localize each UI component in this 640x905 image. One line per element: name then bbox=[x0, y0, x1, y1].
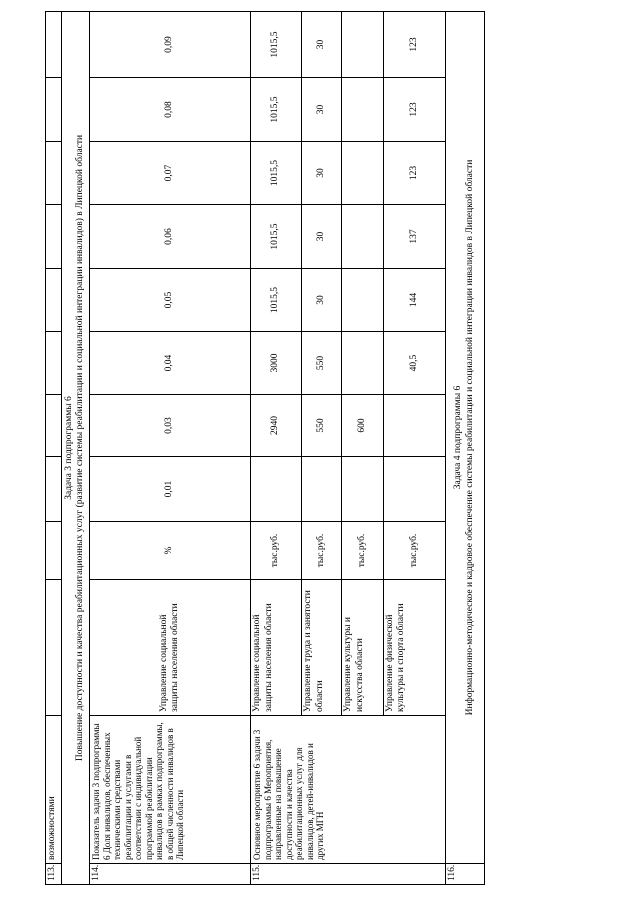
value-cell: 123 bbox=[383, 12, 445, 78]
section-header-task3 bbox=[61, 12, 89, 885]
value-cell: 1015,5 bbox=[251, 205, 302, 269]
value-cell: 30 bbox=[302, 205, 342, 269]
value-cell: 1015,5 bbox=[251, 269, 302, 332]
value-cell: 30 bbox=[302, 12, 342, 78]
value-cell: 0,08 bbox=[90, 78, 251, 142]
value-cell: 144 bbox=[383, 269, 445, 332]
value-cell bbox=[342, 78, 383, 142]
executor: Управление культуры и искусства области bbox=[342, 580, 383, 716]
value-cell: 40,5 bbox=[383, 332, 445, 395]
value-cell: 0,06 bbox=[90, 205, 251, 269]
value-cell: 0,05 bbox=[90, 269, 251, 332]
value-cell: 123 bbox=[383, 78, 445, 142]
value-cell: 30 bbox=[302, 142, 342, 205]
executor: Управление физической культуры и спорта области bbox=[383, 580, 445, 716]
unit: тыс.руб. bbox=[383, 522, 445, 580]
row-number: 115. bbox=[251, 864, 446, 885]
value-cell: 600 bbox=[342, 395, 383, 457]
value-cell bbox=[302, 457, 342, 522]
value-cell: 0,07 bbox=[90, 142, 251, 205]
executor: Управление социальной защиты населения области bbox=[251, 580, 302, 716]
value-cell: 0,04 bbox=[90, 332, 251, 395]
value-cell bbox=[342, 12, 383, 78]
table-row-114 bbox=[90, 12, 251, 885]
value-cell: 1015,5 bbox=[251, 78, 302, 142]
value-cell: 550 bbox=[302, 395, 342, 457]
value-cell: 0,03 bbox=[90, 395, 251, 457]
section-title: Задача 3 подпрограммы 6 Повышение доступности и качества реабилитационных услуг (развитие системы реабилитации и социальной интеграции инвалидов) в Липецкой области bbox=[61, 12, 89, 885]
value-cell: 1015,5 bbox=[251, 12, 302, 78]
section-title: Задача 4 подпрограммы 6 Информационно-методическое и кадровое обеспечение системы реабилитации и социальной интеграции инвалидов в Липецкой области bbox=[445, 12, 484, 864]
value-cell: 3000 bbox=[251, 332, 302, 395]
value-cell: 30 bbox=[302, 78, 342, 142]
executor: Управление социальной защиты населения области bbox=[90, 580, 251, 716]
unit: тыс.руб. bbox=[302, 522, 342, 580]
rotated-table-sheet bbox=[45, 12, 485, 885]
table-row-115 bbox=[251, 12, 302, 885]
table-row-113 bbox=[46, 12, 62, 885]
row-number: 113. bbox=[46, 864, 62, 885]
unit: тыс.руб. bbox=[251, 522, 302, 580]
value-cell bbox=[383, 457, 445, 522]
executor: Управление труда и занятости области bbox=[302, 580, 342, 716]
value-cell: 2940 bbox=[251, 395, 302, 457]
program-table bbox=[45, 11, 485, 885]
value-cell bbox=[342, 205, 383, 269]
value-cell bbox=[383, 395, 445, 457]
row-number: 114. bbox=[90, 864, 251, 885]
value-cell: 1015,5 bbox=[251, 142, 302, 205]
measure-name: Основное мероприятие 6 задачи 3 подпрограммы 6 Мероприятия, направленные на повышение доступности и качества реабилитационных услуг для инвалидов, детей-инвалидов и других МГН bbox=[251, 716, 446, 864]
value-cell: 123 bbox=[383, 142, 445, 205]
value-cell: 550 bbox=[302, 332, 342, 395]
value-cell: 30 bbox=[302, 269, 342, 332]
value-cell: 0,09 bbox=[90, 12, 251, 78]
value-cell: 137 bbox=[383, 205, 445, 269]
value-cell bbox=[342, 332, 383, 395]
row-text: возможностями bbox=[46, 716, 62, 864]
value-cell: 0,01 bbox=[90, 457, 251, 522]
table-row-116 bbox=[445, 12, 484, 885]
value-cell bbox=[342, 269, 383, 332]
unit: % bbox=[90, 522, 251, 580]
value-cell bbox=[342, 457, 383, 522]
value-cell bbox=[342, 142, 383, 205]
row-number: 116. bbox=[445, 864, 484, 885]
indicator-name: Показатель задачи 3 подпрограммы 6 Доля инвалидов, обеспеченных техническими средствами реабилитации и услугами в соответствии с индивидуальной программой реабилитации инвалидов в рамках подпрограммы, в общей численности инвалидов в Липецкой области bbox=[90, 716, 251, 864]
unit: тыс.руб. bbox=[342, 522, 383, 580]
value-cell bbox=[251, 457, 302, 522]
